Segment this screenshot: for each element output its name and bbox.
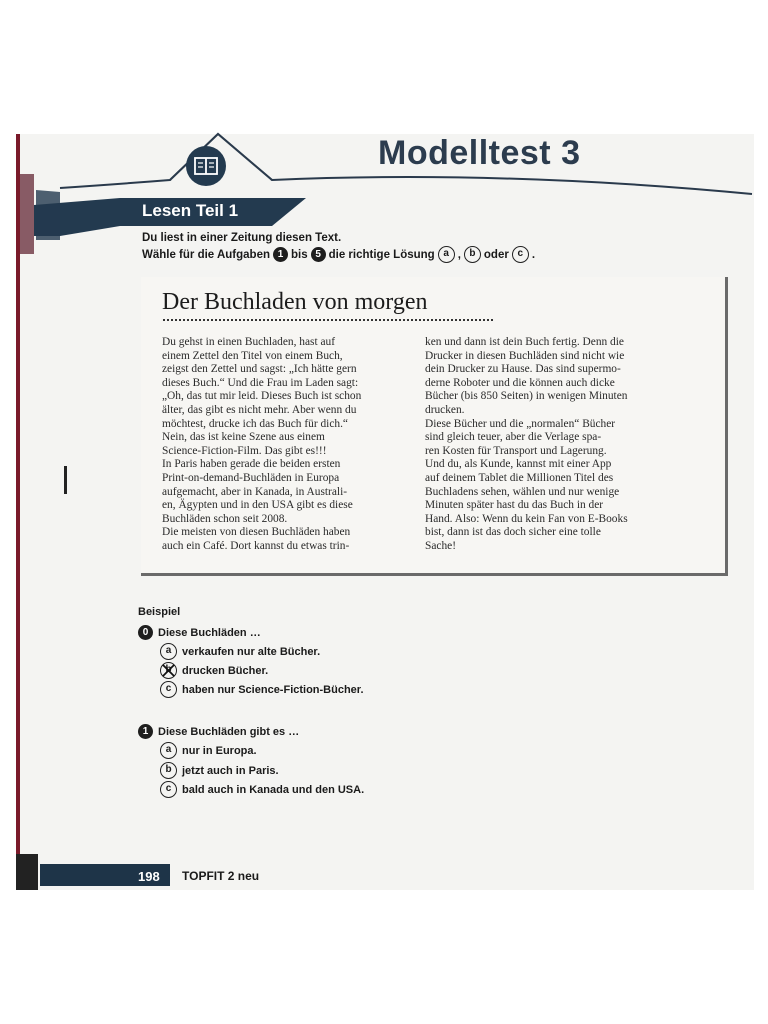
instruction-oder: oder — [483, 248, 509, 261]
article-line: Hand. Also: Wenn du kein Fan von E-Books — [425, 512, 628, 525]
task-number-badge: 5 — [311, 247, 326, 262]
article-line: Diese Bücher und die „normalen“ Bücher — [425, 417, 616, 430]
article-line: Du gehst in einen Buchladen, hast auf — [162, 336, 336, 348]
question-stem-text: Diese Buchläden … — [158, 626, 261, 639]
option-text: haben nur Science-Fiction-Bücher. — [182, 683, 364, 696]
article-line: Science-Fiction-Film. Das gibt es!!! — [162, 444, 327, 457]
instruction-line-1: Du liest in einer Zeitung diesen Text. — [142, 232, 342, 244]
option-text: bald auch in Kanada und den USA. — [182, 783, 365, 796]
article-line: auf deinem Tablet die Millionen Titel des — [425, 471, 614, 484]
article-line: Buchläden schon seit 2008. — [162, 512, 288, 525]
article-line: Bücher (bis 850 Seiten) in wenigen Minuten — [425, 390, 628, 403]
article-line: Buchladens sehen, wählen und nur wenige — [425, 485, 620, 498]
article-line: möchtest, drucke ich das Buch für dich.“ — [162, 417, 348, 430]
task-number-badge: 1 — [273, 247, 288, 262]
answer-option[interactable] — [160, 643, 320, 660]
article-line: In Paris haben gerade die beiden ersten — [162, 458, 341, 471]
article-line: drucken. — [425, 403, 465, 416]
answer-option[interactable] — [160, 742, 257, 759]
answer-option[interactable] — [160, 662, 268, 679]
question-number-badge: 0 — [138, 625, 153, 640]
answer-option[interactable] — [160, 681, 364, 698]
answer-option[interactable] — [160, 762, 279, 779]
instruction-prefix: Wähle für die Aufgaben — [142, 248, 270, 261]
section-label: Lesen Teil 1 — [142, 201, 239, 220]
option-letter-badge: b — [160, 762, 177, 779]
article-line: „Oh, das tut mir leid. Dieses Buch ist schon — [162, 390, 362, 403]
article-line: Nein, das ist keine Szene aus einem — [162, 431, 325, 444]
option-text: drucken Bücher. — [182, 664, 269, 677]
margin-mark — [64, 466, 67, 494]
page-number: 198 — [138, 869, 160, 884]
option-text: jetzt auch in Paris. — [182, 764, 279, 777]
option-letter-badge-checked — [160, 662, 177, 679]
article-line: Die meisten von diesen Buchläden haben — [162, 526, 351, 539]
example-label: Beispiel — [138, 606, 181, 618]
option-letter-badge: c — [512, 246, 529, 263]
option-letter-badge: c — [160, 781, 177, 798]
article-line: Print-on-demand-Buchläden in Europa — [162, 471, 340, 484]
answer-option[interactable] — [160, 781, 364, 798]
article-line: einem Zettel den Titel von einem Buch, — [162, 349, 343, 362]
article-line: zeigst den Zettel und sagst: „Ich hätte gern — [162, 363, 357, 376]
article-line: dein Drucker zu Hause. Das sind supermo- — [425, 363, 621, 376]
article-column-left — [162, 336, 410, 554]
article-line: Und du, als Kunde, kannst mit einer App — [425, 458, 612, 471]
article-title: Der Buchladen von morgen — [162, 289, 428, 315]
article-line: aufgemacht, aber in Kanada, in Australi- — [162, 485, 348, 498]
question-stem — [138, 724, 299, 739]
example-stem — [138, 625, 261, 640]
page-edge-decoration — [16, 134, 38, 890]
article-line: Minuten später hast du das Buch in der — [425, 499, 604, 512]
book-badge — [186, 146, 226, 186]
article-line: dieses Buch.“ Und die Frau im Laden sagt: — [162, 376, 359, 389]
book-title: TOPFIT 2 neu — [182, 869, 260, 883]
article-line: bist, dann ist das doch sicher eine tolle — [425, 526, 601, 539]
article-line: sind gleich teuer, aber die Verlage spa- — [425, 431, 602, 444]
x-mark-icon — [160, 662, 177, 679]
article-column-right — [425, 336, 697, 554]
header-decoration — [0, 0, 768, 240]
option-text: nur in Europa. — [182, 744, 257, 757]
option-letter-badge: a — [438, 246, 455, 263]
option-text: verkaufen nur alte Bücher. — [182, 645, 321, 658]
instruction-mid: die richtige Lösung — [328, 248, 435, 261]
option-letter-badge: b — [464, 246, 481, 263]
instruction-line-2 — [142, 246, 535, 263]
title-dotted-rule — [163, 319, 493, 321]
article-line: derne Roboter und die können auch dicke — [425, 376, 615, 389]
article-line: auch ein Café. Dort kannst du etwas trin- — [162, 539, 350, 552]
page-title: Modelltest 3 — [378, 134, 581, 172]
article-line: ren Kosten für Transport und Lagerung. — [425, 444, 607, 457]
instruction-comma: , — [457, 248, 461, 261]
article-line: Sache! — [425, 539, 456, 552]
article-line: Drucker in diesen Buchläden sind nicht wie — [425, 349, 625, 362]
article-line: älter, das gibt es nicht mehr. Aber wenn du — [162, 403, 357, 416]
question-stem-text: Diese Buchläden gibt es … — [158, 725, 300, 738]
article-line: ken und dann ist dein Buch fertig. Denn die — [425, 336, 624, 348]
instruction-bis: bis — [291, 248, 308, 261]
instruction-period: . — [531, 248, 536, 261]
article-line: en, Ägypten und in den USA gibt es diese — [162, 499, 353, 512]
option-letter-badge: a — [160, 742, 177, 759]
option-letter-badge: a — [160, 643, 177, 660]
option-letter-badge: c — [160, 681, 177, 698]
question-number-badge: 1 — [138, 724, 153, 739]
open-book-icon — [194, 157, 218, 175]
